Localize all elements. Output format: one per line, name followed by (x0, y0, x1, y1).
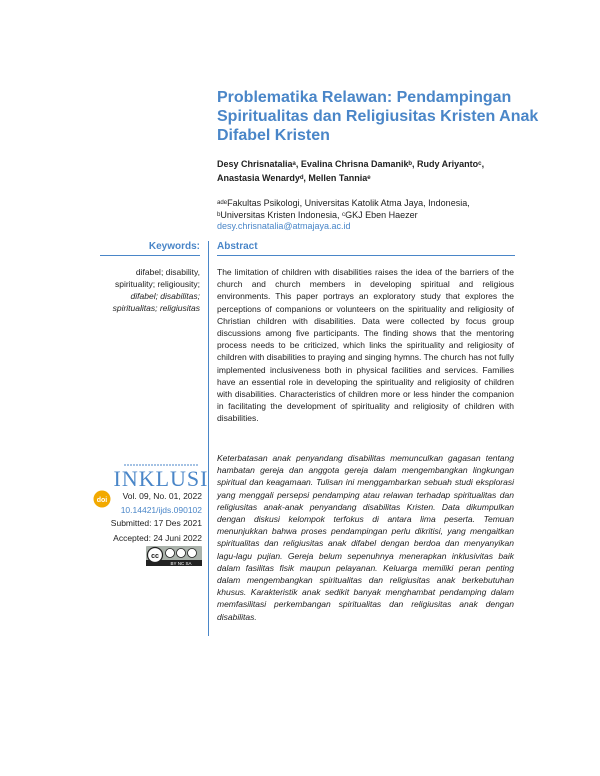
authors-line-2: Anastasia Wenardyᵈ, Mellen Tanniaᵉ (217, 173, 371, 183)
submitted-date: Submitted: 17 Des 2021 (110, 518, 202, 528)
abstract-divider (217, 255, 515, 256)
keyword-line: difabel; disabilitas; (130, 291, 200, 301)
abstract-english: The limitation of children with disabilities raises the idea of the barriers of the church and church members in developing spiritual and religious environments. This paper portrays an exploratory study that explores the perceptions of companions or volunteers on the spirituality and religiosity of Christian children with disabilities. Data were collected by focus group discussions among five participants. The finding shows that the mentoring process needs to be criticized, which links the spirituality and religiosity of children with disabilities to praying and singing hymns. The church has not fully implemented inclusiveness both in physical facilities and services. Families have an essential role in developing the spirituality and religiosity of children with disabilities. Characteristics of children more or less hinder the companion in facilitating the development of spirituality and religiosity of children with disabilities. (217, 267, 514, 424)
keywords-heading: Keywords: (148, 241, 200, 252)
affiliation-line-2: ᵇUniversitas Kristen Indonesia, ᶜGKJ Eben Haezer (217, 210, 418, 220)
affiliation-line-1: ᵃᵈᵉFakultas Psikologi, Universitas Katolik Atma Jaya, Indonesia, (217, 198, 470, 208)
sa-icon (188, 549, 197, 558)
abstract-indonesian: Keterbatasan anak penyandang disabilitas memunculkan gagasan tentang hambatan gereja dan anggota gereja dalam mengembangkan lingkungan spiritual dan keagamaan. Tulisan ini menggambarkan sebuah studi eksplorasi yang menggali persepsi pendamping atau relawan terhadap spiritualitas dan religiusitas anak-anak penyandang disabilitas Kristen. Data dikumpulkan dengan diskusi kelompok terfokus di antara lima peserta. Temuan menunjukkan bahwa proses pendampingan perlu dikritisi, yang mengaitkan spiritualitas dan religiusitas anak difabel dengan berdoa dan menyanyikan lagu-lagu pujian. Gereja belum sepenuhnya menerapkan inklusivitas baik dalam fasilitas fisik maupun pelayanan. Keluarga memiliki peran penting dalam mengembangkan spiritualitas dan religiusitas anak berkebutuhan khusus. Karakteristik anak sedikit banyak menghambat pendamping dalam memfasilitasi perkembangan spiritualitas dan religiusitas anak dengan disabilitas. (217, 453, 514, 622)
keyword-line: spiritualitas; religiusitas (112, 303, 200, 313)
keyword-line: spirituality; religiousity; (114, 279, 200, 289)
by-icon (166, 549, 175, 558)
cc-license-labels: BY NC SA (170, 561, 192, 566)
column-divider (208, 241, 209, 636)
doi-link[interactable]: 10.14421/ijds.090102 (120, 505, 202, 515)
accepted-date: Accepted: 24 Juni 2022 (113, 533, 202, 543)
abstract-heading: Abstract (217, 241, 258, 252)
keyword-line: difabel; disability, (135, 267, 200, 277)
nc-icon (177, 549, 186, 558)
keywords-divider (100, 255, 200, 256)
keywords-list (96, 266, 200, 314)
corresponding-email-link[interactable]: desy.chrisnatalia@atmajaya.ac.id (217, 221, 351, 231)
cc-license-badge[interactable] (146, 546, 202, 566)
volume-info: Vol. 09, No. 01, 2022 (122, 491, 202, 501)
cc-badge-text: cc (151, 553, 159, 560)
journal-logo-text: INKLUSI (113, 466, 209, 491)
article-title: Problematika Relawan: Pendampingan Spiritualitas dan Religiusitas Kristen Anak Difabel Kristen (217, 89, 539, 144)
journal-logo (113, 459, 209, 493)
doi-badge-text: doi (96, 497, 108, 504)
authors-line-1: Desy Chrisnataliaᵃ, Evalina Chrisna Damanikᵇ, Rudy Ariyantoᶜ, (217, 159, 485, 169)
author-list (217, 157, 517, 185)
affiliations (217, 197, 517, 221)
